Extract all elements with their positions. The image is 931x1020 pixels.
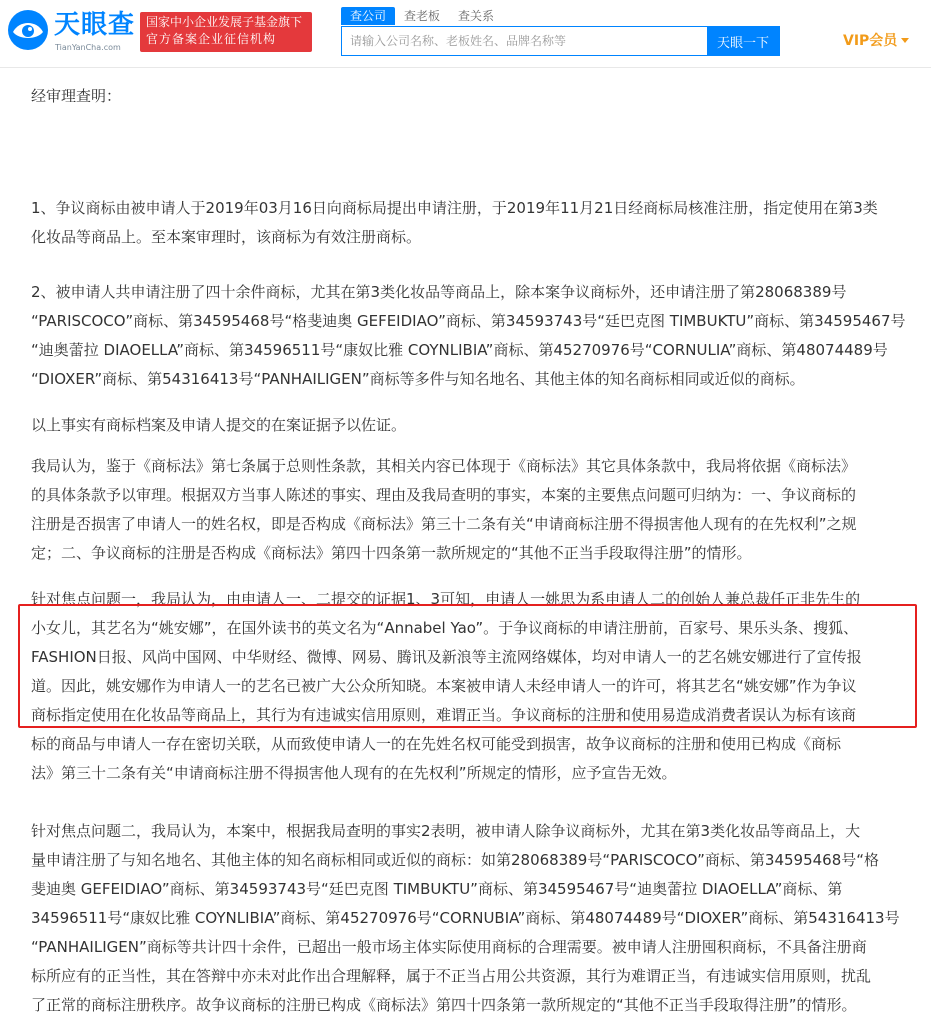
official-badge <box>140 12 312 52</box>
logo-text: 天眼查 <box>54 10 136 40</box>
logo-domain: TianYanCha.com <box>55 43 121 52</box>
article-paragraph <box>31 817 900 1020</box>
paragraph-line: 针对焦点问题一，我局认为，由申请人一、二提交的证据1、3可知，申请人一姚思为系申请人二的创始人兼总裁任正非先生的 <box>31 590 861 608</box>
paragraph-line: 经审理查明： <box>31 87 122 105</box>
paragraph-line: 标所应有的正当性，其在答辩中亦未对此作出合理解释，属于不正当占用公共资源，其行为难谓正当，有违诚实信用原则，扰乱 <box>31 967 872 985</box>
paragraph-line: 道。因此，姚安娜作为申请人一的艺名已被广大公众所知晓。本案被申请人未经申请人一的许可，将其艺名“姚安娜”作为争议 <box>31 677 857 695</box>
search-box <box>341 26 780 56</box>
paragraph-line: 的具体条款予以审理。根据双方当事人陈述的事实、理由及我局查明的事实，本案的主要焦点问题可归纳为：一、争议商标的 <box>31 486 857 504</box>
paragraph-line: “PARISCOCO”商标、第34595468号“格斐迪奥 GEFEIDIAO”商标、第34593743号“廷巴克图 TIMBUKTU”商标、第34595467号 <box>31 312 906 330</box>
tab-boss[interactable]: 查老板 <box>404 9 441 23</box>
badge-line-1: 国家中小企业发展子基金旗下 <box>146 15 303 29</box>
paragraph-line: 量申请注册了与知名地名、其他主体的知名商标相同或近似的商标：如第28068389号“PARISCOCO”商标、第34595468号“格 <box>31 851 880 869</box>
tab-company[interactable]: 查公司 <box>341 7 395 25</box>
paragraph-line: 定；二、争议商标的注册是否构成《商标法》第四十四条第一款所规定的“其他不正当手段取得注册”的情形。 <box>31 544 752 562</box>
paragraph-line: 斐迪奥 GEFEIDIAO”商标、第34593743号“廷巴克图 TIMBUKTU”商标、第34595467号“迪奥蕾拉 DIAOELLA”商标、第 <box>31 880 843 898</box>
paragraph-line: 化妆品等商品上。至本案审理时，该商标为有效注册商标。 <box>31 228 422 246</box>
paragraph-line: FASHION日报、风尚中国网、中华财经、微博、网易、腾讯及新浪等主流网络媒体，均对申请人一的艺名姚安娜进行了宣传报 <box>31 648 862 666</box>
site-logo[interactable] <box>6 6 136 56</box>
paragraph-line: 针对焦点问题二，我局认为，本案中，根据我局查明的事实2表明，被申请人除争议商标外，尤其在第3类化妆品等商品上，大 <box>31 822 861 840</box>
chevron-down-icon <box>901 38 909 43</box>
paragraph-line: 标的商品与申请人一存在密切关联，从而致使申请人一的在先姓名权可能受到损害，故争议商标的注册和使用已构成《商标 <box>31 735 842 753</box>
paragraph-line: 了正常的商标注册秩序。故争议商标的注册已构成《商标法》第四十四条第一款所规定的“其他不正当手段取得注册”的情形。 <box>31 996 857 1014</box>
paragraph-line: 以上事实有商标档案及申请人提交的在案证据予以佐证。 <box>31 416 407 434</box>
article-paragraph <box>31 585 862 788</box>
article-paragraph <box>31 82 121 111</box>
article-paragraph <box>31 411 406 440</box>
paragraph-line: 我局认为，鉴于《商标法》第七条属于总则性条款，其相关内容已体现于《商标法》其它具体条款中，我局将依据《商标法》 <box>31 457 857 475</box>
badge-line-2: 官方备案企业征信机构 <box>146 32 277 46</box>
paragraph-line: 小女儿，其艺名为“姚安娜”，在国外读书的英文名为“Annabel Yao”。于争议商标的申请注册前，百家号、果乐头条、搜狐、 <box>31 619 859 637</box>
search-input[interactable] <box>342 27 707 55</box>
site-header <box>0 0 931 68</box>
eye-logo-icon <box>6 8 50 52</box>
paragraph-line: 2、被申请人共申请注册了四十余件商标，尤其在第3类化妆品等商品上，除本案争议商标外，还申请注册了第28068389号 <box>31 283 847 301</box>
paragraph-line: “迪奥蕾拉 DIAOELLA”商标、第34596511号“康奴比雅 COYNLIBIA”商标、第45270976号“CORNULIA”商标、第48074489号 <box>31 341 888 359</box>
paragraph-line: 34596511号“康奴比雅 COYNLIBIA”商标、第45270976号“CORNUBIA”商标、第48074489号“DIOXER”商标、第54316413号 <box>31 909 900 927</box>
search-tabs <box>341 7 503 25</box>
article-paragraph <box>31 452 857 568</box>
paragraph-line: 1、争议商标由被申请人于2019年03月16日向商标局提出申请注册，于2019年11月21日经商标局核准注册，指定使用在第3类 <box>31 199 878 217</box>
tab-relation[interactable]: 查关系 <box>458 9 495 23</box>
paragraph-line: 注册是否损害了申请人一的姓名权，即是否构成《商标法》第三十二条有关“申请商标注册不得损害他人现有的在先权利”之规 <box>31 515 857 533</box>
paragraph-line: “DIOXER”商标、第54316413号“PANHAILIGEN”商标等多件与知名地名、其他主体的知名商标相同或近似的商标。 <box>31 370 805 388</box>
article-paragraph <box>31 278 906 394</box>
paragraph-line: “PANHAILIGEN”商标等共计四十余件，已超出一般市场主体实际使用商标的合理需要。被申请人注册囤积商标，不具备注册商 <box>31 938 867 956</box>
paragraph-line: 商标指定使用在化妆品等商品上，其行为有违诚实信用原则，难谓正当。争议商标的注册和使用易造成消费者误认为标有该商 <box>31 706 857 724</box>
search-button[interactable]: 天眼一下 <box>707 27 779 55</box>
paragraph-line: 法》第三十二条有关“申请商标注册不得损害他人现有的在先权利”所规定的情形，应予宣告无效。 <box>31 764 677 782</box>
vip-menu[interactable] <box>843 30 909 50</box>
vip-label: VIP会员 <box>843 33 898 49</box>
article-paragraph <box>31 194 878 252</box>
